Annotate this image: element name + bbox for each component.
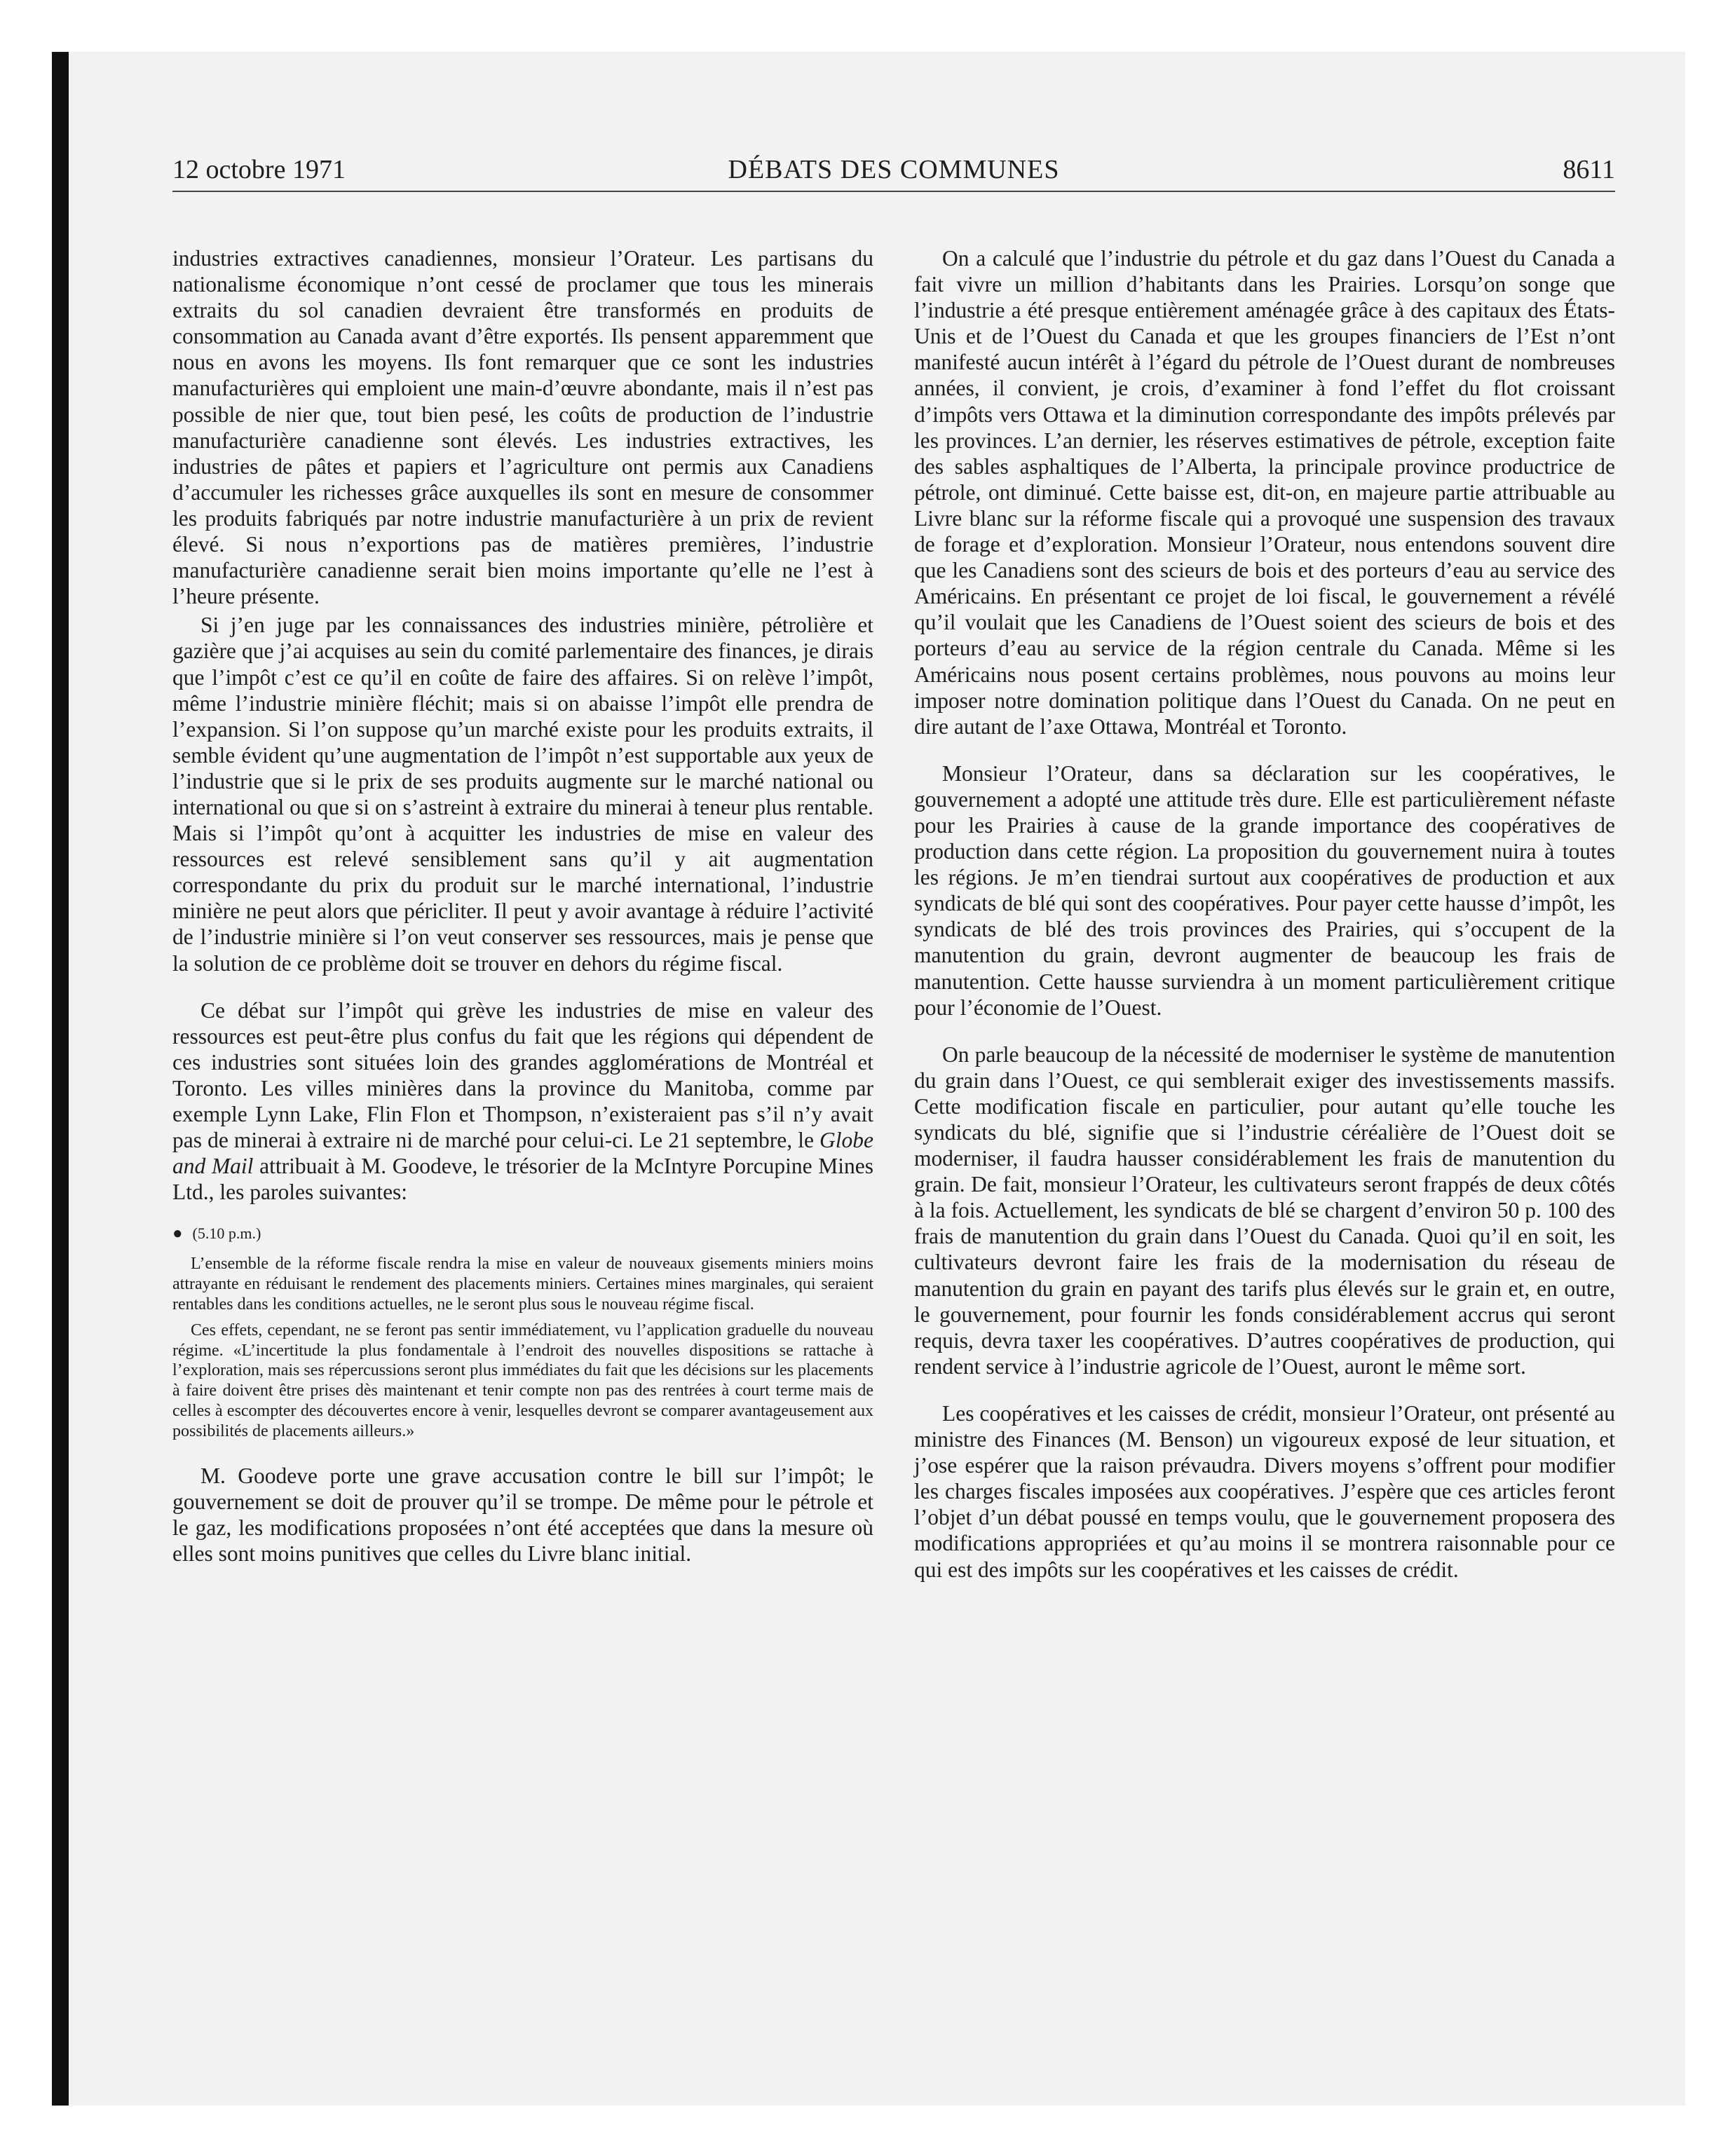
paragraph: M. Goodeve porte une grave accusation contre le bill sur l’impôt; le gouvernement se doit de prouver qu’il se trompe. De même pour le pétrole et le gaz, les modifications proposées n’ont été acceptées que dans la mesure où elles sont moins punitives que celles du Livre blanc initial. [172,1463,873,1566]
page-header [172,153,1615,192]
paragraph: On parle beaucoup de la nécessité de moderniser le système de manutention du grain dans l’Ouest, ce qui semblerait exiger des investissements massifs. Cette modification fiscale en particulier, pour autant qu’elle touche les syndicats du blé, signifie que si l’industrie céréalière de l’Ouest doit se moderniser, il faudra hausser considérablement les frais de manutention du grain. De fait, monsieur l’Orateur, les cultivateurs seront frappés de deux côtés à la fois. Actuellement, les syndicats de blé se chargent d’environ 50 p. 100 des frais de manutention du grain dans l’Ouest du Canada. Quoi qu’il en soit, les cultivateurs devront faire les frais de la modernisation du réseau de manutention du grain en payant des tarifs plus élevés sur le grain et, en outre, le gouvernement, pour fournir les fonds considérablement accrus qui seront requis, devra taxer les coopératives. D’autres coopératives de production, qui rendent service à l’industrie agricole de l’Ouest, auront le même sort. [914,1042,1615,1379]
paragraph [172,997,873,1206]
header-page-number: 8611 [1563,155,1615,184]
bullet-icon: ● [172,1224,183,1243]
paragraph: Si j’en juge par les connaissances des industries minière, pétrolière et gazière que j’ai acquises au sein du comité parlementaire des finances, je dirais que l’impôt c’est ce qu’il en coûte de faire des affaires. Si on relève l’impôt, même l’industrie minière fléchit; mais si on abaisse l’impôt elle prendra de l’expansion. Si l’on suppose qu’un marché existe pour les produits extraits, il semble évident qu’une augmentation de l’impôt n’est supportable aux yeux de l’industrie que si le prix de ses produits augmente sur le marché national ou international ou que si on s’astreint à extraire du minerai à teneur plus rentable. Mais si l’impôt qu’ont à acquitter les industries de mise en valeur des ressources est relevé sensiblement sans qu’il y ait augmentation correspondante du prix du produit sur le marché international, l’industrie minière ne peut alors que péricliter. Il peut y avoir avantage à réduire l’activité de l’industrie minière si l’on veut conserver ses ressources, mais je pense que la solution de ce problème doit se trouver en dehors du régime fiscal. [172,613,873,976]
paragraph-text: attribuait à M. Goodeve, le trésorier de la McIntyre Porcupine Mines Ltd., les paroles suivantes: [172,1154,873,1205]
paragraph: On a calculé que l’industrie du pétrole et du gaz dans l’Ouest du Canada a fait vivre un million d’habitants dans les Prairies. Lorsqu’on songe que l’industrie a été presque entièrement aménagée grâce à des capitaux des États-Unis et de l’Ouest du Canada et que les groupes financiers de l’Est n’ont manifesté aucun intérêt à l’égard du pétrole de l’Ouest durant de nombreuses années, il convient, je crois, d’examiner à fond l’effet du flot croissant d’impôts vers Ottawa et la diminution correspondante des impôts prélevés par les provinces. L’an dernier, les réserves estimatives de pétrole, exception faite des sables asphaltiques de l’Alberta, la principale province productrice de pétrole, ont diminué. Cette baisse est, dit-on, en majeure partie attribuable au Livre blanc sur la réforme fiscale qui a provoqué une suspension des travaux de forage et d’exploration. Monsieur l’Orateur, nous entendons souvent dire que les Canadiens sont des scieurs de bois et des porteurs d’eau au service des Américains. En présentant ce projet de loi fiscal, le gouvernement a révélé qu’il voulait que les Canadiens de l’Ouest soient des scieurs de bois et des porteurs d’eau au service de la région centrale du Canada. Même si les Américains nous posent certains problèmes, nous pouvons au moins leur imposer notre domination politique dans l’Ouest du Canada. On ne peut en dire autant de l’axe Ottawa, Montréal et Toronto. [914,246,1615,739]
newspaper-title: Globe and Mail [172,1128,873,1179]
left-column [172,245,873,1567]
scan-edge-bar [52,52,69,2106]
paragraph: Les coopératives et les caisses de crédit, monsieur l’Orateur, ont présenté au ministre des Finances (M. Benson) un vigoureux exposé de leur situation, et j’ose espérer que la raison prévaudra. Divers moyens s’offrent pour modifier les charges fiscales imposées aux coopératives. J’espère que ces articles feront l’objet d’un débat poussé en temps voulu, que le gouvernement proposera des modifications appropriées et qu’au moins il se montrera raisonnable pour ce qui est des impôts sur les coopératives et les caisses de crédit. [914,1400,1615,1582]
block-quote [172,1254,873,1441]
quote-paragraph: L’ensemble de la réforme fiscale rendra la mise en valeur de nouveaux gisements miniers moins attrayante en réduisant le rendement des placements miniers. Certaines mines marginales, qui seraient rentables dans les conditions actuelles, ne le seront plus sous le nouveau régime fiscal. [172,1255,873,1314]
time-marker-text: (5.10 p.m.) [192,1224,261,1243]
time-marker [172,1223,873,1244]
header-title: DÉBATS DES COMMUNES [728,155,1060,184]
paragraph: industries extractives canadiennes, monsieur l’Orateur. Les partisans du nationalisme économique n’ont cessé de proclamer que tous les minerais extraits du sol canadien devraient être transformés en produits de consommation au Canada avant d’être exportés. Ils pensent apparemment que nous en avons les moyens. Ils font remarquer que ce sont les industries manufacturières qui emploient une main-d’œuvre abondante, mais il n’est pas possible de nier que, tout bien pesé, les coûts de production de l’industrie manufacturière canadienne sont élevés. Les industries extractives, les industries de pâtes et papiers et l’agriculture ont permis aux Canadiens d’accumuler les richesses grâce auxquelles ils sont en mesure de consommer les produits fabriqués par notre industrie manufacturière à un prix de revient élevé. Si nous n’exportions pas de matières premières, l’industrie manufacturière canadienne serait bien moins importante qu’elle ne l’est à l’heure présente. [172,246,873,609]
paragraph-text: Ce débat sur l’impôt qui grève les industries de mise en valeur des ressources est peut-être plus confus du fait que les régions qui dépendent de ces industries sont situées loin des grandes agglomérations de Montréal et Toronto. Les villes minières dans la province du Manitoba, comme par exemple Lynn Lake, Flin Flon et Thompson, n’existeraient pas s’il n’y avait pas de minerai à extraire ni de marché pour celui-ci. Le 21 septembre, le [172,997,873,1153]
header-date: 12 octobre 1971 [172,155,346,184]
right-column [914,245,1615,1583]
paragraph: Monsieur l’Orateur, dans sa déclaration sur les coopératives, le gouvernement a adopté une attitude très dure. Elle est particulièrement néfaste pour les Prairies à cause de la grande importance des coopératives de production dans cette région. La proposition du gouvernement nuira à toutes les régions. Je m’en tiendrai surtout aux coopératives de production et aux syndicats de blé qui sont des coopératives. Pour payer cette hausse d’impôt, les syndicats de blé des trois provinces des Prairies, qui s’occupent de la manutention du grain, devront augmenter de beaucoup les frais de manutention. Cette hausse surviendra à un moment particulièrement critique pour l’économie de l’Ouest. [914,760,1615,1020]
quote-paragraph: Ces effets, cependant, ne se feront pas sentir immédiatement, vu l’application graduelle du nouveau régime. «L’incertitude la plus fondamentale à l’endroit des nouvelles dispositions se rattache à l’exploration, mais ses répercussions seront plus immédiates du fait que les décisions sur les placements à faire doivent être prises dès maintenant et tenir compte non pas des rentrées à court terme mais de celles à escompter des découvertes encore à venir, lesquelles devront se comparer avantageusement aux possibilités de placements ailleurs.» [172,1321,873,1440]
